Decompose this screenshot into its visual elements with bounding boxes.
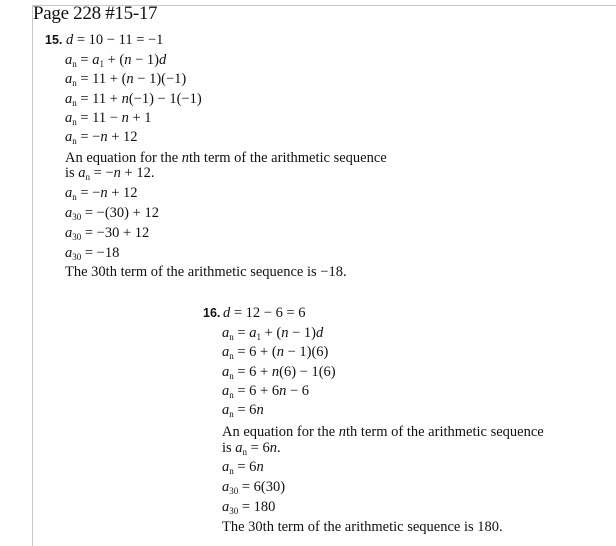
text: = − xyxy=(90,165,114,181)
variable: n xyxy=(181,150,190,166)
solution-line xyxy=(222,401,264,423)
text: An equation for the xyxy=(65,150,182,166)
text: (−1) − 1(−1) xyxy=(128,91,202,107)
subscript: n xyxy=(72,136,77,146)
variable: n xyxy=(121,110,129,126)
text: + ( xyxy=(103,52,125,68)
solution-line xyxy=(65,263,347,281)
variable: a xyxy=(222,459,230,475)
subscript: 1 xyxy=(99,59,104,69)
variable: a xyxy=(78,165,86,181)
variable: a xyxy=(65,225,73,241)
text: The 30th term of the arithmetic sequence is 180. xyxy=(222,519,503,535)
variable: a xyxy=(65,52,73,68)
subscript: n xyxy=(229,466,234,476)
text: = 6 + xyxy=(233,364,272,380)
variable: a xyxy=(65,129,73,145)
solution-line xyxy=(223,304,306,322)
variable: a xyxy=(235,440,243,456)
solution-line xyxy=(66,31,163,49)
text: = −30 + 12 xyxy=(81,225,150,241)
text: = 11 + xyxy=(76,91,122,107)
subscript: 30 xyxy=(72,252,82,262)
text: = 6(30) xyxy=(238,479,286,495)
variable: n xyxy=(256,459,264,475)
text: − 1)(6) xyxy=(283,344,329,360)
text: + 12 xyxy=(107,129,138,145)
text: = − xyxy=(76,185,101,201)
variable: a xyxy=(92,52,100,68)
solution-line xyxy=(65,204,159,226)
text: = xyxy=(233,325,250,341)
subscript: 30 xyxy=(72,232,82,242)
text: An equation for the xyxy=(222,424,339,440)
variable: a xyxy=(249,325,257,341)
text: + ( xyxy=(260,325,282,341)
text: + 12 xyxy=(107,185,138,201)
text: = 11 − xyxy=(76,110,122,126)
text: is xyxy=(222,440,236,456)
text: = −18 xyxy=(81,245,120,261)
variable: a xyxy=(65,91,73,107)
variable: a xyxy=(65,71,73,87)
variable: n xyxy=(271,364,280,380)
problem-number: 15. xyxy=(45,33,63,47)
text: + 1 xyxy=(128,110,152,126)
subscript: n xyxy=(72,117,77,127)
variable: a xyxy=(222,479,230,495)
text: = 10 − 11 = −1 xyxy=(73,32,164,48)
solution-line xyxy=(65,184,138,206)
variable: d xyxy=(315,325,324,341)
subscript: 30 xyxy=(229,486,239,496)
subscript: n xyxy=(229,351,234,361)
text: = 6 xyxy=(247,440,270,456)
text: = −(30) + 12 xyxy=(81,205,159,221)
variable: d xyxy=(66,32,74,48)
text: = 6 xyxy=(233,459,257,475)
variable: n xyxy=(113,165,121,181)
variable: a xyxy=(65,205,73,221)
text: is xyxy=(65,165,79,181)
subscript: n xyxy=(72,78,77,88)
variable: n xyxy=(256,402,264,418)
subscript: n xyxy=(242,447,248,457)
subscript: n xyxy=(85,172,91,182)
subscript: 1 xyxy=(256,332,261,342)
text: − 1) xyxy=(288,325,316,341)
variable: n xyxy=(100,185,108,201)
subscript: n xyxy=(72,98,77,108)
text: = − xyxy=(76,129,101,145)
text: . xyxy=(276,440,281,456)
variable: a xyxy=(222,499,230,515)
variable: n xyxy=(124,52,132,68)
problem-number: 16. xyxy=(203,306,221,320)
variable: n xyxy=(279,383,287,399)
variable: a xyxy=(65,110,73,126)
solution-line xyxy=(65,164,154,186)
text: (6) − 1(6) xyxy=(279,364,336,380)
text: = 6 xyxy=(233,402,257,418)
text: th term of the arithmetic sequence xyxy=(346,424,544,440)
subscript: n xyxy=(72,59,77,69)
variable: n xyxy=(126,71,134,87)
solution-line xyxy=(222,343,328,365)
subscript: 30 xyxy=(229,506,239,516)
text: The 30th term of the arithmetic sequence is −18. xyxy=(65,264,347,280)
variable: d xyxy=(158,52,167,68)
text: − 1) xyxy=(131,52,159,68)
variable: a xyxy=(222,402,230,418)
text: = 6 + 6 xyxy=(233,383,280,399)
text: = 12 − 6 = 6 xyxy=(230,305,306,321)
text: − 6 xyxy=(286,383,310,399)
variable: a xyxy=(65,245,73,261)
subscript: n xyxy=(229,390,234,400)
variable: n xyxy=(338,424,347,440)
variable: a xyxy=(222,383,230,399)
solution-line xyxy=(222,518,503,536)
text: + 12. xyxy=(120,165,155,181)
subscript: n xyxy=(72,192,77,202)
variable: a xyxy=(65,185,73,201)
solution-line xyxy=(65,70,186,92)
variable: n xyxy=(100,129,108,145)
solution-line xyxy=(65,128,138,150)
variable: a xyxy=(222,364,230,380)
solution-line xyxy=(222,458,264,480)
text: = 6 + ( xyxy=(233,344,277,360)
subscript: n xyxy=(229,409,234,419)
subscript: n xyxy=(229,332,234,342)
variable: n xyxy=(269,440,277,456)
variable: n xyxy=(121,91,129,107)
text: = 11 + ( xyxy=(76,71,127,87)
text: th term of the arithmetic sequence xyxy=(189,150,387,166)
page-border-left xyxy=(32,5,33,546)
variable: d xyxy=(223,305,231,321)
variable: n xyxy=(281,325,289,341)
solution-line xyxy=(222,498,275,520)
page-title: Page 228 #15-17 xyxy=(33,3,158,24)
solution-line xyxy=(222,478,285,500)
subscript: 30 xyxy=(72,212,82,222)
subscript: n xyxy=(229,371,234,381)
text: − 1)(−1) xyxy=(133,71,187,87)
text: = xyxy=(76,52,93,68)
variable: a xyxy=(222,344,230,360)
text: = 180 xyxy=(238,499,276,515)
variable: a xyxy=(222,325,230,341)
solution-line xyxy=(65,224,149,246)
variable: n xyxy=(276,344,284,360)
